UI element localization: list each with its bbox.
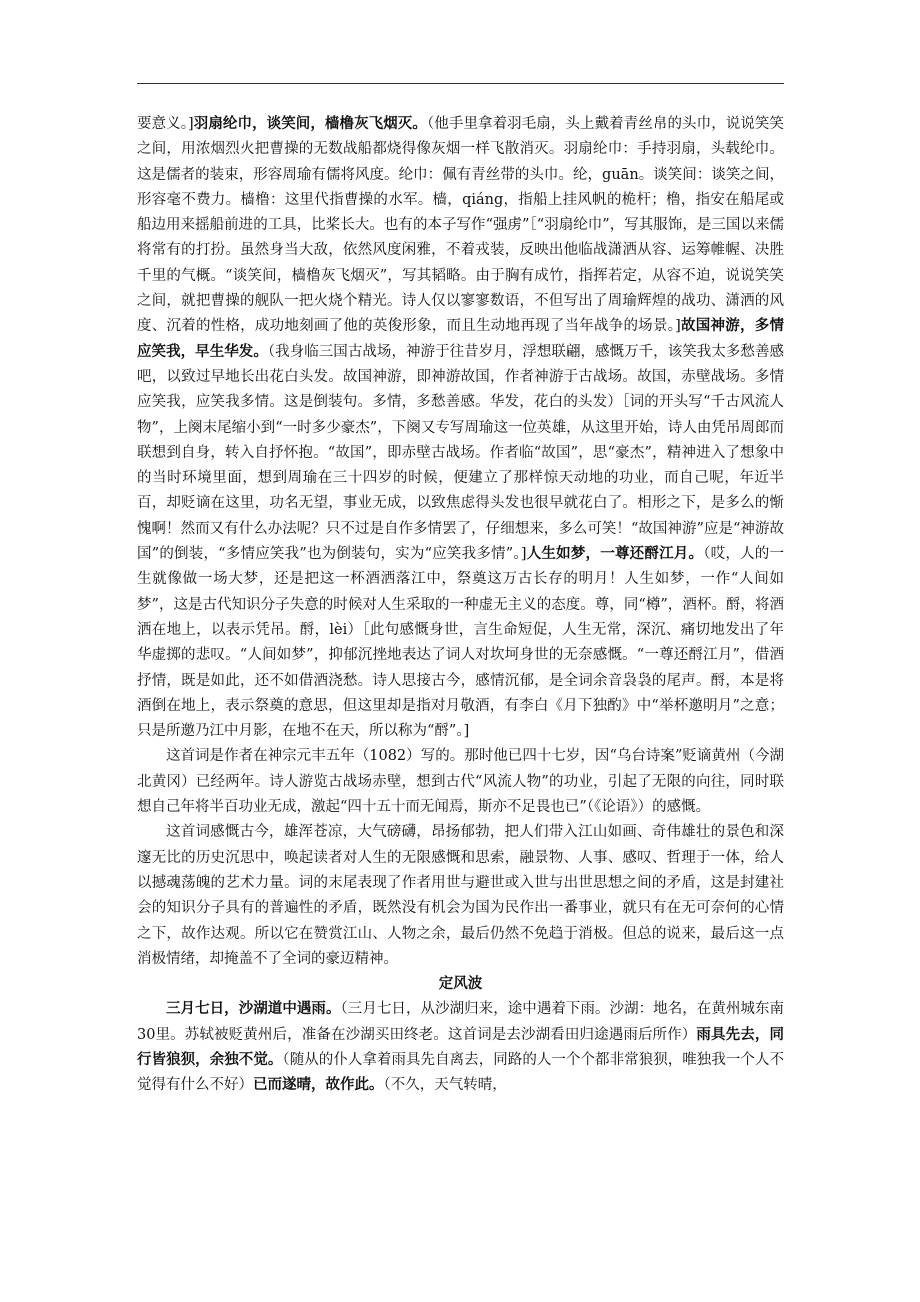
header-rule — [137, 83, 784, 84]
annotation-text: （不久，天气转晴， — [383, 1077, 507, 1094]
document-body — [137, 112, 784, 1099]
annotation-text: （我身临三国古战场，神游于往昔岁月，浮想联翩，感慨万千，该笑我太多愁善感吧，以致过早地长出花白头发。故国神游，即神游故国，作者神游于古战场。故国，赤壁战场。多情应笑我，应笑我多情。这是倒装句。多情，多愁善感。华发，花白的头发）［词的开头写“千古风流人物”，上阕末尾缩小到“一时多少豪杰”，下阕又专写周瑜这一位英雄，从这里开始，诗人由凭吊周郎而联想到自身，转入自抒怀抱。“故国”，即赤壁古战场。作者临“故国”，思“豪杰”，精神进入了想象中的当时环境里面，想到周瑜在三十四岁的时候，便建立了那样惊天动地的功业，而自己呢，年近半百，却贬谪在这里，功名无望，事业无成，以致焦虑得头发也很早就花白了。相形之下，是多么的惭愧啊！然而又有什么办法呢？只不过是自作多情罢了，仔细想来，多么可笑！“故国神游”应是“神游故国”的倒装，“多情应笑我”也为倒装句，实为“应笑我多情”。] — [137, 343, 784, 563]
paragraph-preface — [137, 997, 784, 1098]
verse-line: 雨具先去，同行皆狼狈，余独不觉。 — [137, 1026, 785, 1068]
verse-line: 羽扇纶巾，谈笑间，樯橹灰飞烟灭。 — [193, 116, 427, 132]
verse-line: 三月七日，沙湖道中遇雨。 — [166, 1001, 341, 1018]
annotation-text: （随从的仆人拿着雨具先自离去，同路的人一个个都非常狼狈，唯独我一个人不觉得有什么不好） — [137, 1051, 785, 1094]
section-title: 定风波 — [438, 976, 483, 993]
paragraph-annotation-continued — [137, 112, 784, 744]
annotation-text: （三月七日，从沙湖归来，途中遇着下雨。沙湖：地名，在黄州城东南30里。苏轼被贬黄州后，准备在沙湖买田终老。这首词是去沙湖看田归途遇雨后所作） — [137, 1001, 784, 1043]
verse-line: 人生如梦，一尊还酹江月。 — [526, 546, 704, 563]
annotation-text: 要意义。] — [137, 116, 194, 132]
annotation-text: （哎，人的一生就像做一场大梦，还是把这一杯酒洒落江中，祭奠这万古长存的明月！人生如梦，一作“人间如梦”，这是古代知识分子失意的时候对人生采取的一种虚无主义的态度。尊，同“樽”，酒杯。酹，将酒洒在地上，以表示凭吊。酹，lèi）［此句感慨身世，言生命短促，人生无常，深沉、痛切地发出了年华虚掷的悲叹。“人间如梦”，抑郁沉挫地表达了词人对坎坷身世的无奈感慨。“一尊还酹江月”，借酒抒情，既是如此，还不如借酒浇愁。诗人思接古今，感情沉郁，是全词余音袅袅的尾声。酹，本是将酒倒在地上，表示祭奠的意思，但这里却是指对月敬酒，有李白《月下独酌》中“举杯邀明月”之意；只是所邀乃江中月影，在地不在天，所以称为“酹”。] — [137, 546, 784, 740]
annotation-text: （他手里拿着羽毛扇，头上戴着青丝帛的头巾，说说笑笑之间，用浓烟烈火把曹操的无数战船都烧得像灰烟一样飞散消灭。羽扇纶巾：手持羽扇，头载纶巾。这是儒者的装束，形容周瑜有儒将风度。纶巾：佩有青丝带的头巾。纶，guān。谈笑间：谈笑之间，形容毫不费力。樯橹：这里代指曹操的水军。樯，qiáng，指船上挂风帆的桅杆；橹，指安在船尾或船边用来摇船前进的工具，比桨长大。也有的本子写作“强虏”［“羽扇纶巾”，写其服饰，是三国以来儒将常有的打扮。虽然身当大敌，依然风度闲雅，不着戎装，反映出他临战潇洒从容、运筹帷幄、决胜千里的气概。“谈笑间，樯橹灰飞烟灭”，写其韬略。由于胸有成竹，指挥若定，从容不迫，说说笑笑之间，就把曹操的舰队一把火烧个精光。诗人仅以寥寥数语，不但写出了周瑜辉煌的战功、潇洒的风度、沉着的性格，成功地刻画了他的英俊形象，而且生动地再现了当年战争的场景。] — [137, 116, 784, 335]
verse-line: 故国神游，多情应笑我，早生华发。 — [137, 318, 784, 360]
paragraph-appreciation: 这首词感慨古今，雄浑苍凉，大气磅礴，昂扬郁勃，把人们带入江山如画、奇伟雄壮的景色和深邃无比的历史沉思中，唤起读者对人生的无限感慨和思索，融景物、人事、感叹、哲理于一体，给人以撼魂荡魄的艺术力量。词的末尾表现了作者用世与避世或入世与出世思想之间的矛盾，这是封建社会的知识分子具有的普遍性的矛盾，既然没有机会为国为民作出一番事业，就只有在无可奈何的心情之下，故作达观。所以它在赞赏江山、人物之余，最后仍然不免趋于消极。但总的说来，最后这一点消极情绪，却掩盖不了全词的豪迈精神。 — [137, 824, 784, 967]
verse-line: 已而遂晴，故作此。 — [253, 1077, 384, 1094]
paragraph-background: 这首词是作者在神宗元丰五年（1082）写的。那时他已四十七岁，因“乌台诗案”贬谪黄州（今湖北黄冈）已经两年。诗人游览古战场赤壁，想到古代“风流人物”的功业，引起了无限的向往，同时联想自己年将半百功业无成，激起“四十五十而无闻焉，斯亦不足畏也已”（《论语》）的感慨。 — [137, 748, 784, 816]
